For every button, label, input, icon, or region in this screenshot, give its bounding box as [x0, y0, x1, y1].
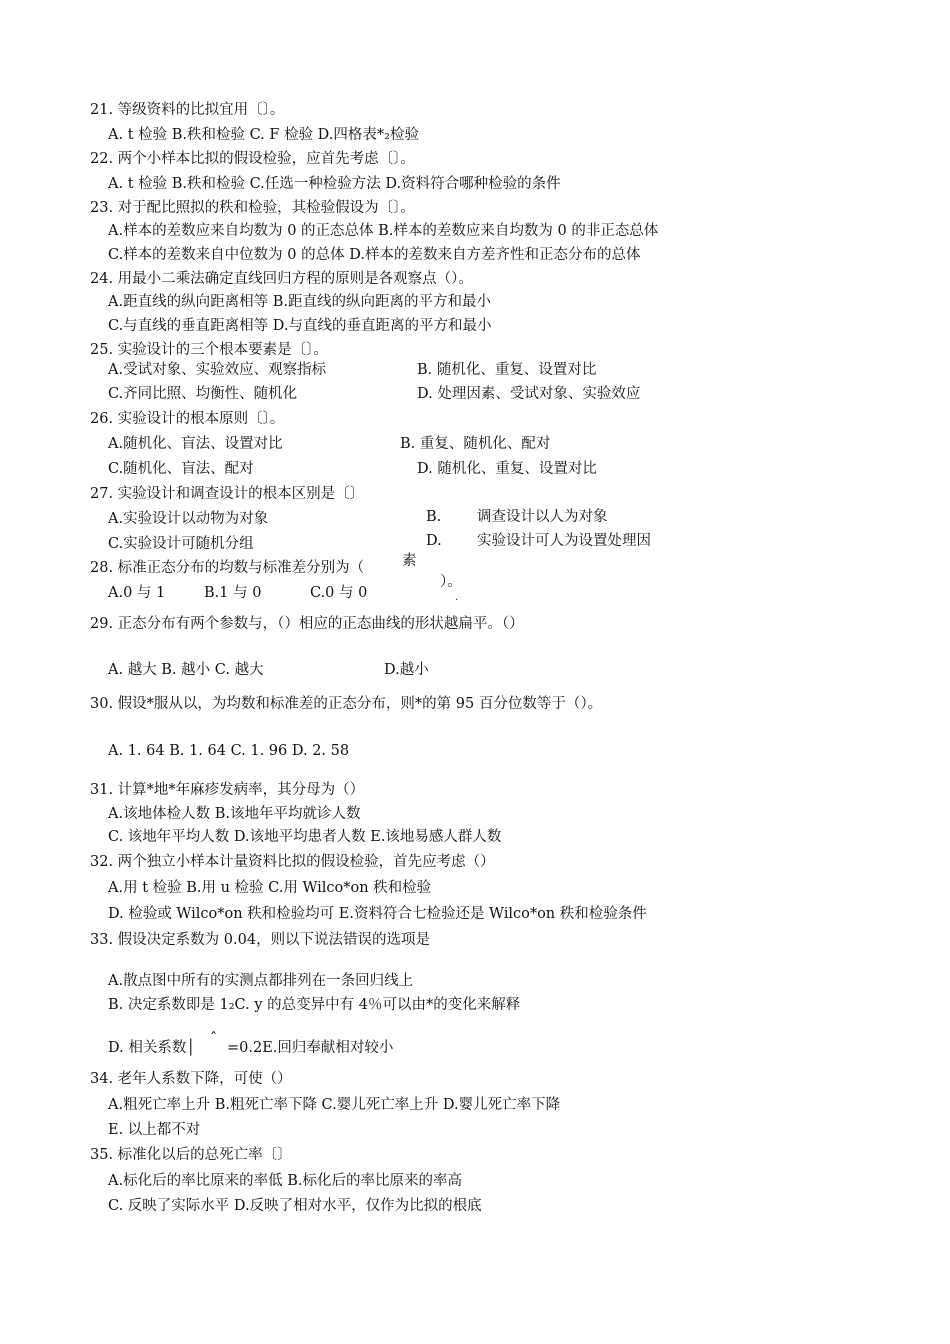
question-27-option-d-continued: 素 — [402, 553, 417, 569]
question-24-stem: 24. 用最小二乘法确定直线回归方程的原则是各观察点（）。 — [90, 271, 473, 287]
question-26-option-b: B. 重复、随机化、配对 — [400, 436, 551, 452]
question-33-option-d-part2: =0.2E.回归奉献相对较小 — [227, 1040, 394, 1056]
question-26-option-c: C.随机化、盲法、配对 — [108, 461, 254, 477]
question-27-option-a: A.实验设计以动物为对象 — [108, 511, 269, 527]
question-24-options-ab: A.距直线的纵向距离相等 B.距直线的纵向距离的平方和最小 — [108, 294, 491, 310]
question-26-stem: 26. 实验设计的根本原则〔〕。 — [90, 411, 285, 427]
question-34-option-e: E. 以上都不对 — [108, 1122, 201, 1138]
question-35-stem: 35. 标准化以后的总死亡率〔〕 — [90, 1147, 292, 1163]
question-31-stem: 31. 计算*地*年麻疹发病率，其分母为（） — [90, 782, 365, 798]
question-28-option-a: A.0 与 1 — [108, 585, 166, 601]
question-25-stem: 25. 实验设计的三个根本要素是〔〕。 — [90, 342, 328, 358]
question-30-options: A. 1. 64 B. 1. 64 C. 1. 96 D. 2. 58 — [108, 743, 350, 759]
question-27-stem: 27. 实验设计和调查设计的根本区别是〔〕 — [90, 486, 365, 502]
stray-dot: . — [455, 592, 459, 603]
question-27-option-c: C.实验设计可随机分组 — [108, 536, 254, 552]
question-32-stem: 32. 两个独立小样本计量资料比拟的假设检验，首先应考虑（） — [90, 854, 495, 870]
question-28-option-b: B.1 与 0 — [204, 585, 262, 601]
question-30-stem: 30. 假设*服从以，为均数和标准差的正态分布，则*的第 95 百分位数等于（）。 — [90, 696, 603, 712]
question-25-option-c: C.齐同比照、均衡性、随机化 — [108, 386, 298, 402]
question-35-options-cd: C. 反映了实际水平 D.反映了相对水平，仅作为比拟的根底 — [108, 1198, 482, 1214]
question-22-options: A. t 检验 B.秩和检验 C.任选一种检验方法 D.资料符合哪种检验的条件 — [108, 176, 561, 192]
question-28-stem-close: ）。 — [440, 574, 462, 590]
question-22-stem: 22. 两个小样本比拟的假设检验，应首先考虑〔〕。 — [90, 151, 415, 167]
question-21-stem: 21. 等级资料的比拟宜用〔〕。 — [90, 102, 285, 118]
question-29-option-d: D.越小 — [384, 662, 429, 678]
question-32-options-de: D. 检验或 Wilco*on 秩和检验均可 E.资料符合七检验还是 Wilco*on 秩和检验条件 — [108, 906, 647, 922]
question-33-options-bc: B. 决定系数即是 1₂C. y 的总变异中有 4％可以由*的变化来解释 — [108, 997, 521, 1013]
question-25-option-b: B. 随机化、重复、设置对比 — [417, 362, 597, 378]
question-25-option-d: D. 处理因素、受试对象、实验效应 — [417, 386, 641, 402]
question-25-option-a: A.受试对象、实验效应、观察指标 — [108, 362, 327, 378]
question-23-stem: 23. 对于配比照拟的秩和检验，其检验假设为〔〕。 — [90, 200, 415, 216]
question-24-options-cd: C.与直线的垂直距离相等 D.与直线的垂直距离的平方和最小 — [108, 318, 492, 334]
question-31-options-cde: C. 该地年平均人数 D.该地平均患者人数 E.该地易感人群人数 — [108, 829, 502, 845]
question-27-option-d-letter: D. — [426, 533, 442, 549]
question-23-options-cd: C.样本的差数来自中位数为 0 的总体 D.样本的差数来自方差齐性和正态分布的总体 — [108, 247, 641, 263]
question-32-options-abc: A.用 t 检验 B.用 u 检验 C.用 Wilco*on 秩和检验 — [108, 880, 432, 896]
question-28-option-c: C.0 与 0 — [310, 585, 368, 601]
question-27-option-d-text: 实验设计可人为设置处理因 — [477, 533, 651, 549]
question-21-options: A. t 检验 B.秩和检验 C. F 检验 D.四格表*₂检验 — [108, 127, 419, 143]
question-27-option-b-text: 调查设计以人为对象 — [477, 509, 608, 525]
question-29-options: A. 越大 B. 越小 C. 越大 — [108, 662, 264, 678]
question-23-options-ab: A.样本的差数应来自均数为 0 的正态总体 B.样本的差数应来自均数为 0 的非正态总体 — [108, 223, 659, 239]
hat-symbol: ˆ — [210, 1031, 218, 1047]
question-26-option-d: D. 随机化、重复、设置对比 — [417, 461, 597, 477]
question-34-options-abcd: A.粗死亡率上升 B.粗死亡率下降 C.婴儿死亡率上升 D.婴儿死亡率下降 — [108, 1097, 561, 1113]
question-26-option-a: A.随机化、盲法、设置对比 — [108, 436, 283, 452]
question-33-option-a: A.散点图中所有的实测点都排列在一条回归线上 — [108, 973, 414, 989]
question-28-stem: 28. 标准正态分布的均数与标准差分别为（ — [90, 560, 365, 576]
question-33-stem: 33. 假设决定系数为 0.04，则以下说法错误的选项是 — [90, 932, 431, 948]
question-33-option-d-part1: D. 相关系数│ — [108, 1040, 196, 1056]
question-31-options-ab: A.该地体检人数 B.该地年平均就诊人数 — [108, 806, 361, 822]
question-35-options-ab: A.标化后的率比原来的率低 B.标化后的率比原来的率高 — [108, 1173, 462, 1189]
question-29-stem: 29. 正态分布有两个参数与，（）相应的正态曲线的形状越扁平。（） — [90, 616, 524, 632]
question-34-stem: 34. 老年人系数下降，可使（） — [90, 1071, 292, 1087]
question-27-option-b-letter: B. — [426, 509, 442, 525]
